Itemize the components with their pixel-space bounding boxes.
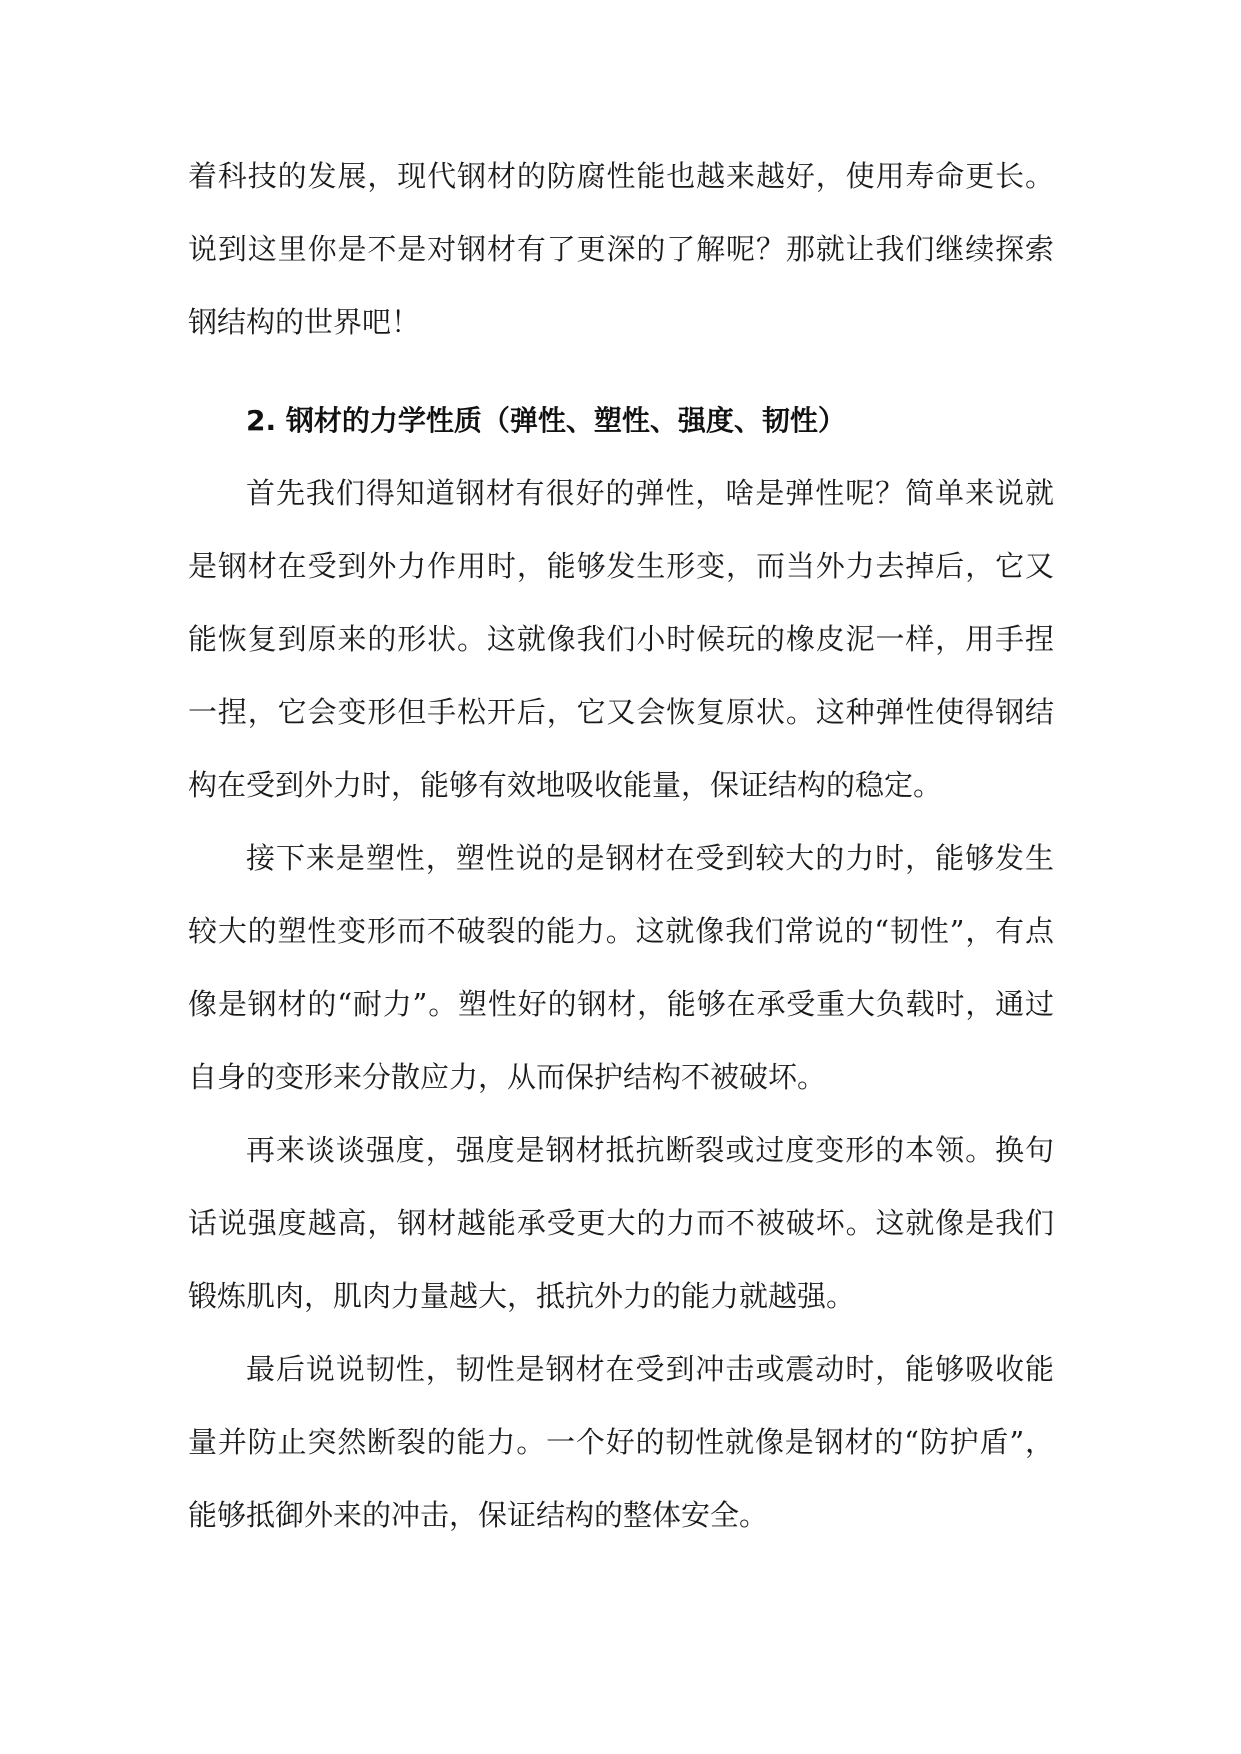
paragraph-strength: 再来谈谈强度，强度是钢材抵抗断裂或过度变形的本领。换句话说强度越高，钢材越能承受更大的力而不被破坏。这就像是我们锻炼肌肉，肌肉力量越大，抵抗外力的能力就越强。 xyxy=(188,1133,1054,1313)
continuation-paragraph: 着科技的发展，现代钢材的防腐性能也越来越好，使用寿命更长。说到这里你是不是对钢材有了更深的了解呢？那就让我们继续探索钢结构的世界吧！ xyxy=(188,159,1054,339)
paragraph-elasticity: 首先我们得知道钢材有很好的弹性，啥是弹性呢？简单来说就是钢材在受到外力作用时，能够发生形变，而当外力去掉后，它又能恢复到原来的形状。这就像我们小时候玩的橡皮泥一样，用手捏一捏，它会变形但手松开后，它又会恢复原状。这种弹性使得钢结构在受到外力时，能够有效地吸收能量，保证结构的稳定。 xyxy=(188,476,1054,802)
section-heading: 2. 钢材的力学性质（弹性、塑性、强度、韧性） xyxy=(246,404,846,437)
paragraph-plasticity: 接下来是塑性，塑性说的是钢材在受到较大的力时，能够发生较大的塑性变形而不破裂的能力。这就像我们常说的“韧性”，有点像是钢材的“耐力”。塑性好的钢材，能够在承受重大负载时，通过自身的变形来分散应力，从而保护结构不被破坏。 xyxy=(188,841,1054,1094)
paragraph-toughness: 最后说说韧性，韧性是钢材在受到冲击或震动时，能够吸收能量并防止突然断裂的能力。一个好的韧性就像是钢材的“防护盾”，能够抵御外来的冲击，保证结构的整体安全。 xyxy=(188,1352,1054,1532)
document-body xyxy=(188,140,1054,1552)
